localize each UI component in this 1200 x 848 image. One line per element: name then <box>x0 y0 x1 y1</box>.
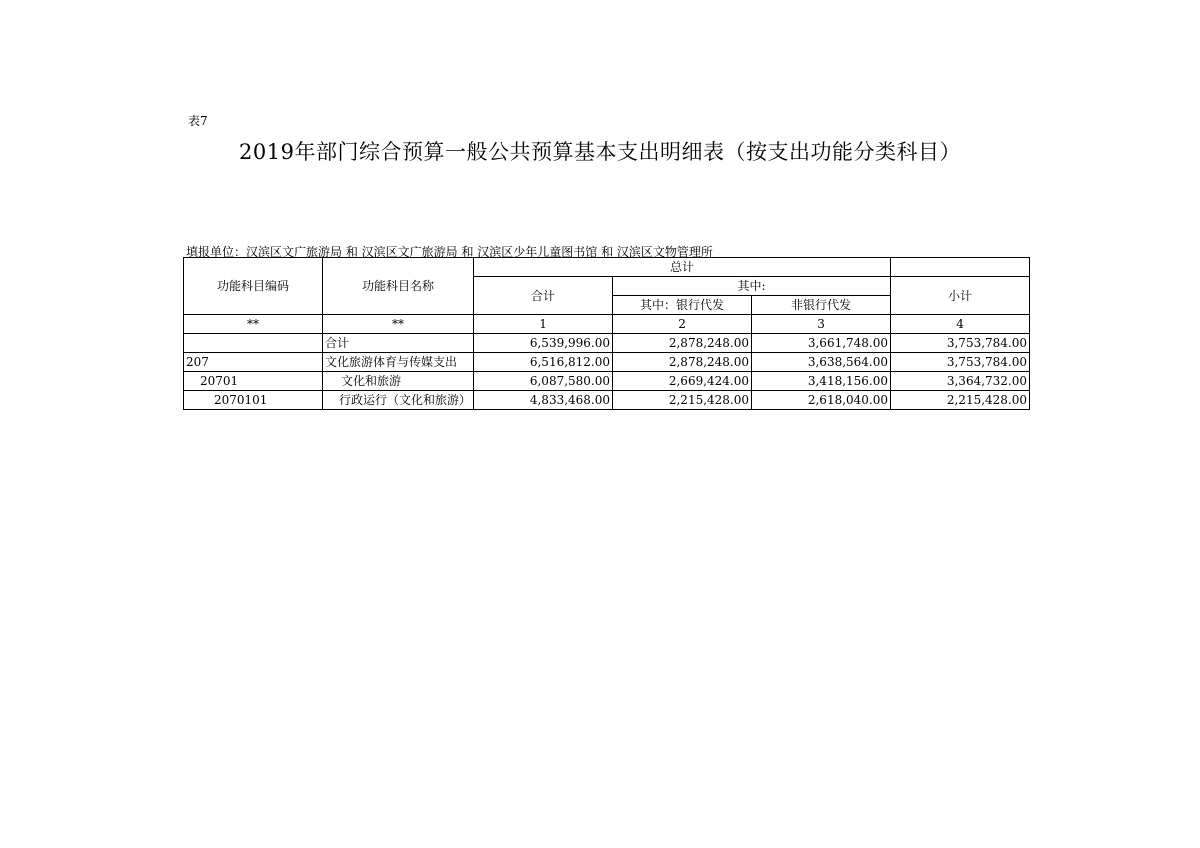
cell-subtotal: 3,364,732.00 <box>891 372 1030 391</box>
cell-bank: 2,878,248.00 <box>613 353 752 372</box>
cell-subtotal: 2,215,428.00 <box>891 391 1030 410</box>
table-row <box>184 353 1030 372</box>
cell-code: 207 <box>184 353 323 372</box>
cell-non-bank: 3,661,748.00 <box>752 334 891 353</box>
cell-code <box>184 334 323 353</box>
header-row-1 <box>184 258 1030 277</box>
cell-code: 2070101 <box>184 391 323 410</box>
cell-total: 6,539,996.00 <box>474 334 613 353</box>
header-subtotal: 小计 <box>891 277 1030 315</box>
cell-bank: 2,878,248.00 <box>613 334 752 353</box>
reporting-unit: 填报单位：汉滨区文广旅游局 和 汉滨区文广旅游局 和 汉滨区少年儿童图书馆 和 汉滨区文物管理所 <box>186 245 713 259</box>
cell-total: 6,516,812.00 <box>474 353 613 372</box>
budget-table <box>183 257 1030 410</box>
cell-bank: 2,215,428.00 <box>613 391 752 410</box>
cell-subtotal: 3,753,784.00 <box>891 334 1030 353</box>
cell-total: 6,087,580.00 <box>474 372 613 391</box>
index-row <box>184 315 1030 334</box>
header-total: 合计 <box>474 277 613 315</box>
header-bank: 其中：银行代发 <box>613 296 752 315</box>
header-total-group: 总计 <box>474 258 891 277</box>
table-row <box>184 334 1030 353</box>
index-cell: ** <box>323 315 474 334</box>
table-row <box>184 391 1030 410</box>
header-name: 功能科目名称 <box>323 258 474 315</box>
cell-non-bank: 2,618,040.00 <box>752 391 891 410</box>
index-cell: 2 <box>613 315 752 334</box>
index-cell: 4 <box>891 315 1030 334</box>
cell-name: 行政运行（文化和旅游） <box>323 391 474 410</box>
index-cell: ** <box>184 315 323 334</box>
header-code: 功能科目编码 <box>184 258 323 315</box>
index-cell: 1 <box>474 315 613 334</box>
index-cell: 3 <box>752 315 891 334</box>
cell-name: 文化和旅游 <box>323 372 474 391</box>
cell-code: 20701 <box>184 372 323 391</box>
cell-total: 4,833,468.00 <box>474 391 613 410</box>
cell-name: 文化旅游体育与传媒支出 <box>323 353 474 372</box>
table-row <box>184 372 1030 391</box>
cell-bank: 2,669,424.00 <box>613 372 752 391</box>
header-blank <box>891 258 1030 277</box>
cell-subtotal: 3,753,784.00 <box>891 353 1030 372</box>
page-title: 2019年部门综合预算一般公共预算基本支出明细表（按支出功能分类科目） <box>239 140 961 164</box>
cell-name: 合计 <box>323 334 474 353</box>
table-number: 表7 <box>188 114 208 128</box>
header-non-bank: 非银行代发 <box>752 296 891 315</box>
header-of-which: 其中: <box>613 277 891 296</box>
cell-non-bank: 3,418,156.00 <box>752 372 891 391</box>
cell-non-bank: 3,638,564.00 <box>752 353 891 372</box>
